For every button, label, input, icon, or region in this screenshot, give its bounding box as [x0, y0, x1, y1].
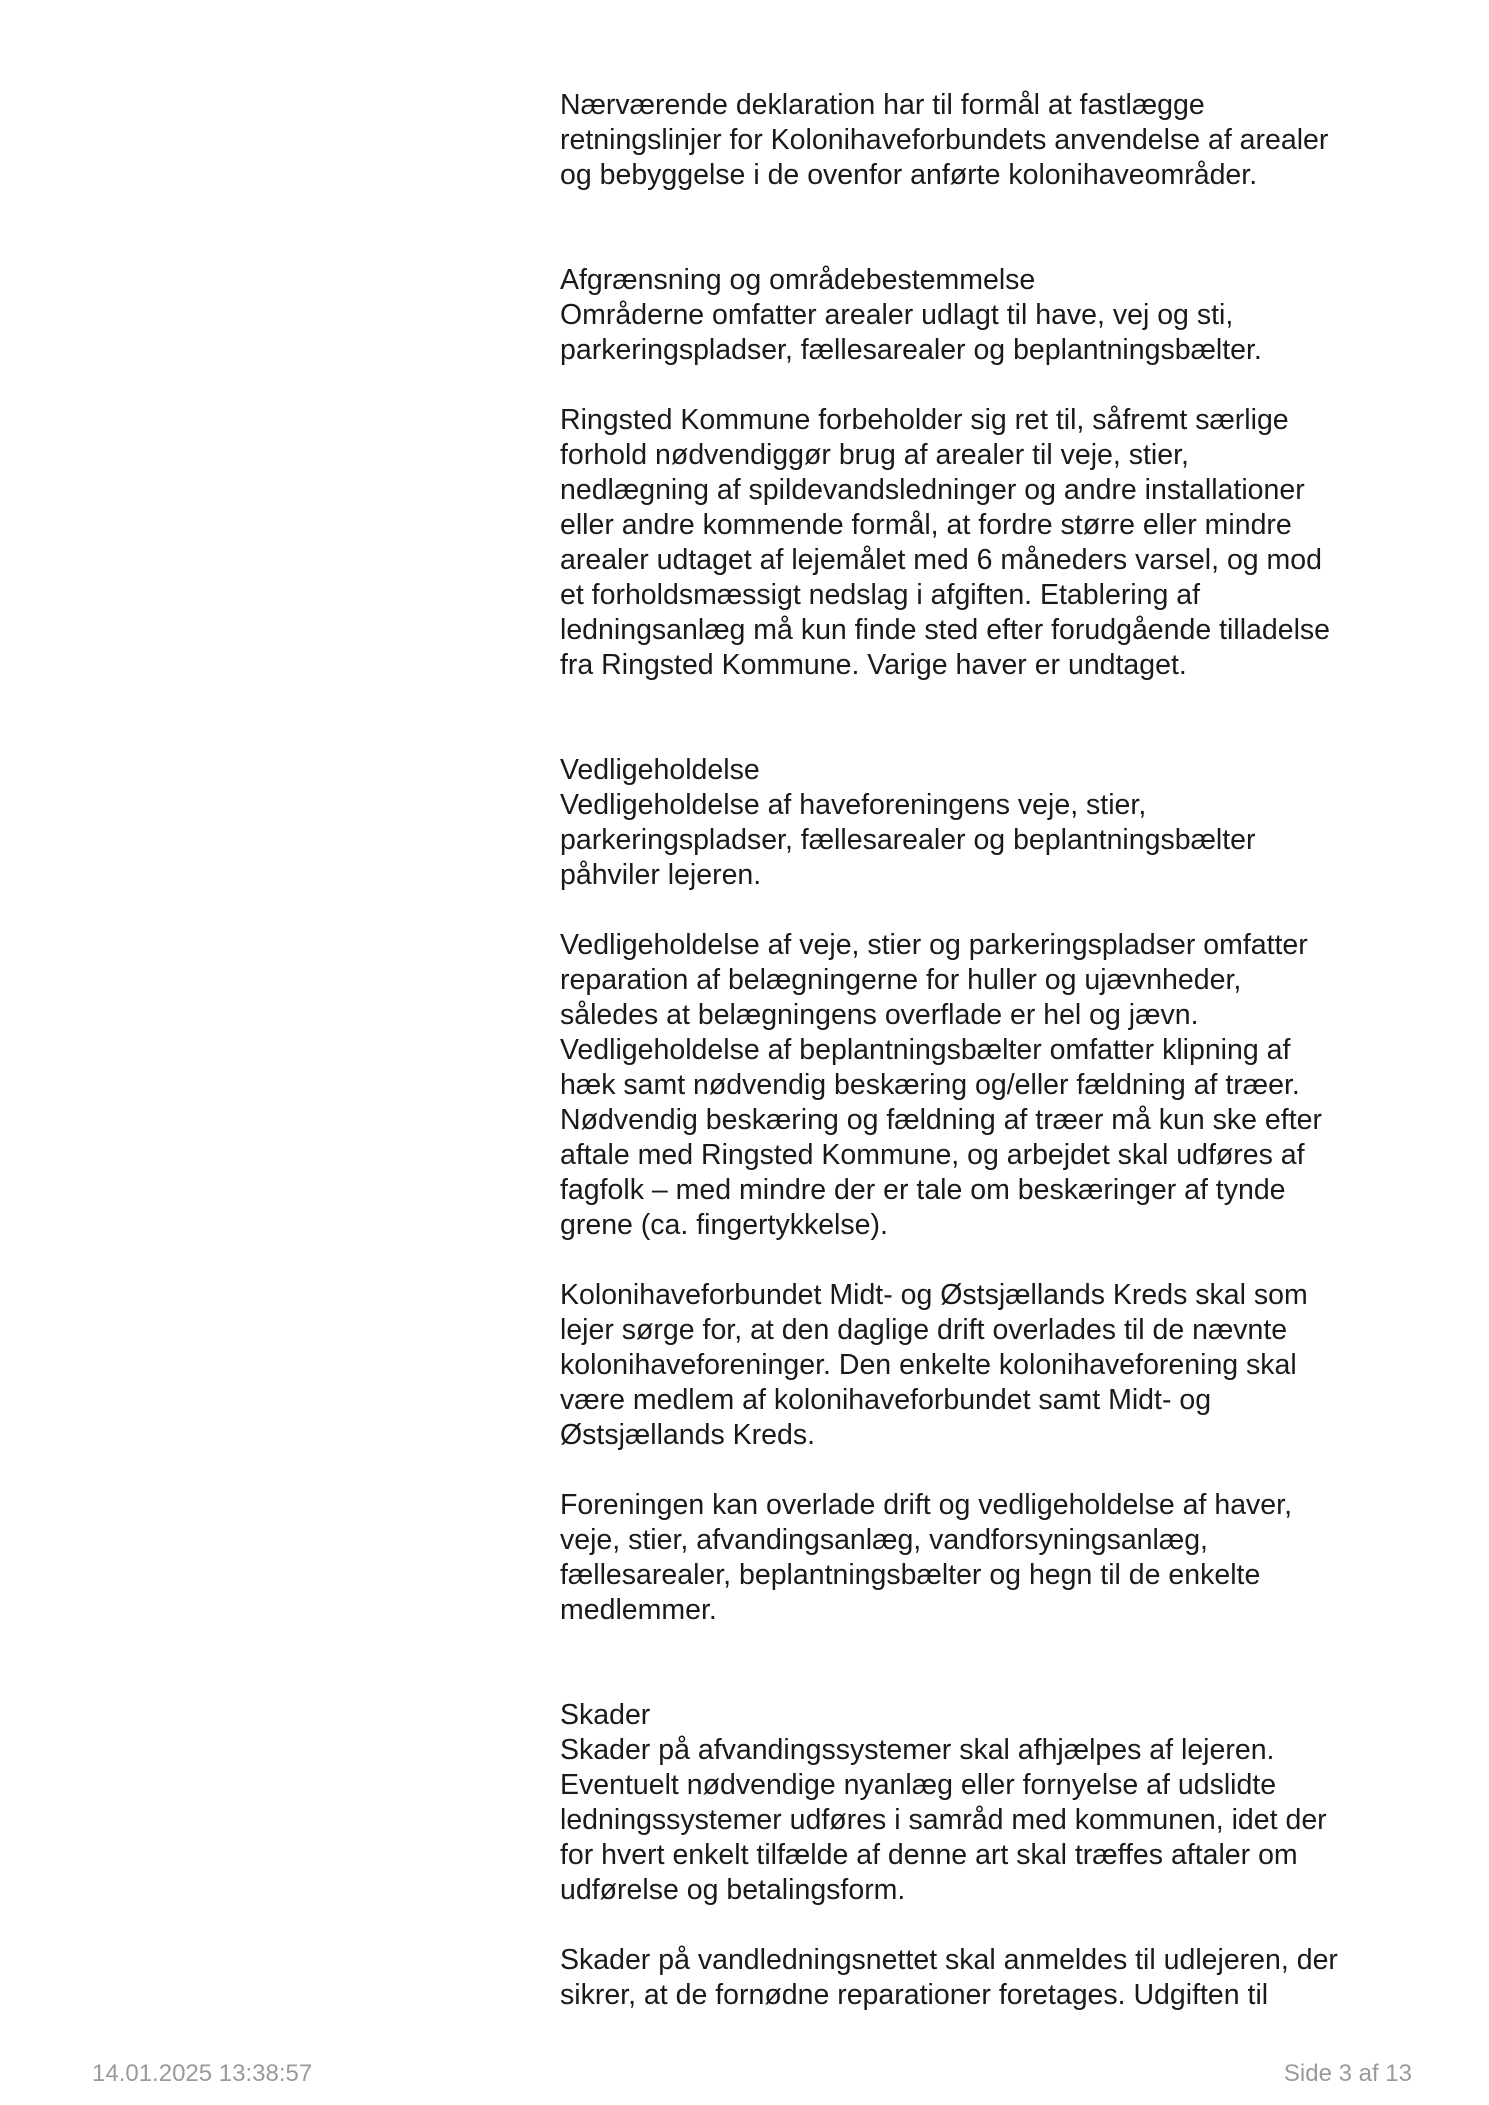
spacer	[560, 368, 1420, 403]
paragraph: Skader på afvandingssystemer skal afhjælpes af lejeren. Eventuelt nødvendige nyanlæg eller fornyelse af udslidte ledningssystemer udføres i samråd med kommunen, idet der for hvert enkelt tilfælde af denne art skal træffes aftaler om udførelse og betalingsform.	[560, 1734, 1327, 1906]
paragraph: Foreningen kan overlade drift og vedligeholdelse af haver, veje, stier, afvandingsanlæg, vandforsyningsanlæg, fællesarealer, beplantningsbælter og hegn til de enkelte medlemmer.	[560, 1489, 1292, 1626]
paragraph: Ringsted Kommune forbeholder sig ret til, såfremt særlige forhold nødvendiggør brug af arealer til veje, stier, nedlægning af spildevandsledninger og andre installationer eller andre kommende formål, at fordre større eller mindre arealer udtaget af lejemålet med 6 måneders varsel, og mod et forholdsmæssigt nedslag i afgiften. Etablering af ledningsanlæg må kun finde sted efter forudgående tilladelse fra Ringsted Kommune. Varige haver er undtaget.	[560, 404, 1331, 681]
intro-paragraph: Nærværende deklaration har til formål at fastlægge retningslinjer for Kolonihaveforbundets anvendelse af arealer og bebyggelse i de ovenfor anførte kolonihaveområder.	[560, 89, 1329, 191]
footer-timestamp: 14.01.2025 13:38:57	[92, 2060, 313, 2087]
spacer	[560, 193, 1420, 263]
spacer	[560, 1243, 1420, 1278]
paragraph: Skader på vandledningsnettet skal anmeldes til udlejeren, der sikrer, at de fornødne reparationer foretages. Udgiften til	[560, 1944, 1338, 2011]
spacer	[560, 1628, 1420, 1698]
spacer	[560, 893, 1420, 928]
document-body	[560, 88, 1420, 2013]
paragraph: Kolonihaveforbundet Midt- og Østsjællands Kreds skal som lejer sørge for, at den daglige drift overlades til de nævnte kolonihaveforeninger. Den enkelte kolonihaveforening skal være medlem af kolonihaveforbundet samt Midt- og Østsjællands Kreds.	[560, 1279, 1308, 1451]
spacer	[560, 1908, 1420, 1943]
section-heading-afgraensning: Afgrænsning og områdebestemmelse	[560, 264, 1036, 296]
paragraph: Vedligeholdelse af veje, stier og parkeringspladser omfatter reparation af belægningerne for huller og ujævnheder, således at belægningens overflade er hel og jævn. Vedligeholdelse af beplantningsbælter omfatter klipning af hæk samt nødvendig beskæring og/eller fældning af træer. Nødvendig beskæring og fældning af træer må kun ske efter aftale med Ringsted Kommune, og arbejdet skal udføres af fagfolk – med mindre der er tale om beskæringer af tynde grene (ca. fingertykkelse).	[560, 929, 1322, 1241]
spacer	[560, 1453, 1420, 1488]
paragraph: Vedligeholdelse af haveforeningens veje, stier, parkeringspladser, fællesarealer og beplantningsbælter påhviler lejeren.	[560, 789, 1256, 891]
section-heading-vedligeholdelse: Vedligeholdelse	[560, 754, 760, 786]
paragraph: Områderne omfatter arealer udlagt til have, vej og sti, parkeringspladser, fællesarealer og beplantningsbælter.	[560, 299, 1262, 366]
spacer	[560, 683, 1420, 753]
footer-page-number: Side 3 af 13	[1283, 2060, 1412, 2087]
section-heading-skader: Skader	[560, 1699, 651, 1731]
